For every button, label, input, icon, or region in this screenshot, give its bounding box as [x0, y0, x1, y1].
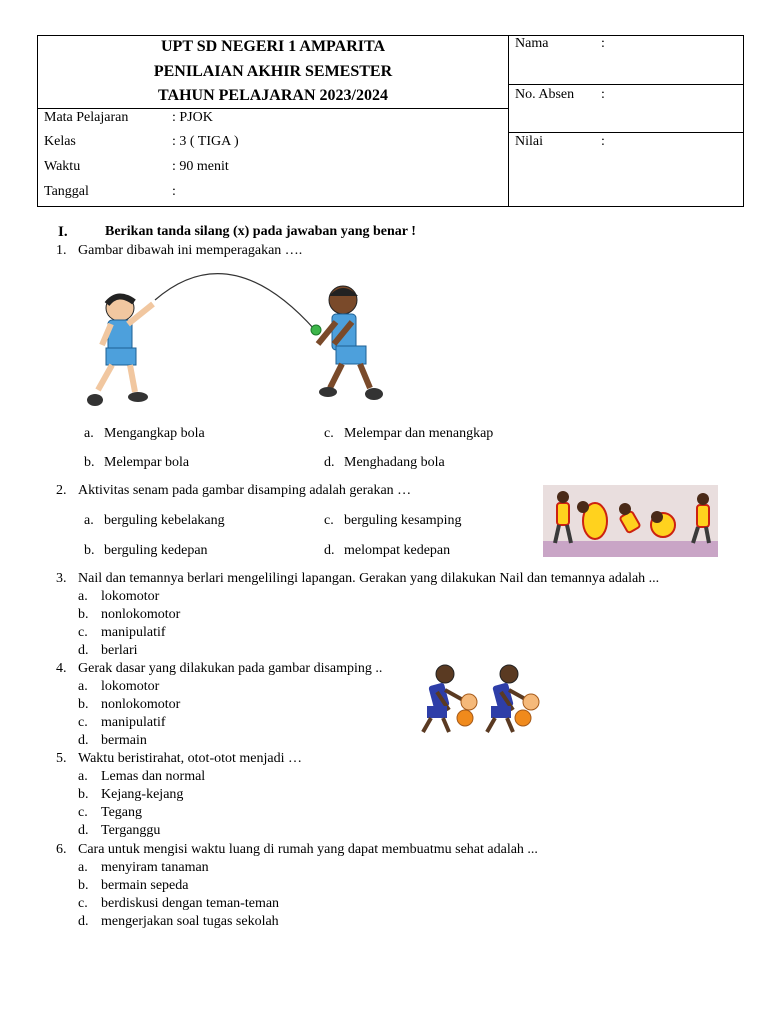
option-text: Melempar dan menangkap	[344, 426, 494, 441]
info-label: Tanggal	[44, 184, 89, 199]
option-letter: d.	[324, 543, 335, 558]
option-letter: c.	[78, 805, 88, 820]
option-letter: d.	[324, 455, 335, 470]
student-divider-2	[508, 132, 744, 133]
option-letter: d.	[78, 643, 89, 658]
student-value: :	[601, 134, 605, 149]
info-value: : 3 ( TIGA )	[172, 134, 239, 149]
option-letter: d.	[78, 914, 89, 929]
question-number: 6.	[56, 842, 67, 857]
student-value: :	[601, 36, 605, 51]
option-letter: c.	[78, 625, 88, 640]
section-roman: I.	[58, 224, 68, 240]
question-text: Nail dan temannya berlari mengelilingi lapangan. Gerakan yang dilakukan Nail dan temannya adalah ...	[78, 571, 660, 586]
option-letter: b.	[84, 455, 95, 470]
option-text: bermain	[101, 733, 147, 748]
rolling-gymnastics-photo	[543, 485, 718, 557]
question-number: 1.	[56, 243, 67, 258]
question-text: Waktu beristirahat, otot-otot menjadi …	[78, 751, 302, 766]
question-number: 3.	[56, 571, 67, 586]
question-text: Cara untuk mengisi waktu luang di rumah yang dapat membuatmu sehat adalah ...	[78, 842, 538, 857]
option-letter: a.	[78, 860, 88, 875]
option-text: mengerjakan soal tugas sekolah	[101, 914, 279, 929]
option-letter: d.	[78, 823, 89, 838]
option-text: bermain sepeda	[101, 878, 189, 893]
option-letter: a.	[78, 679, 88, 694]
option-text: manipulatif	[101, 715, 166, 730]
option-text: Mengangkap bola	[104, 426, 205, 441]
option-text: lokomotor	[101, 589, 160, 604]
option-letter: a.	[78, 589, 88, 604]
question-text: Gambar dibawah ini memperagakan ….	[78, 243, 303, 258]
school-year: TAHUN PELAJARAN 2023/2024	[158, 87, 388, 104]
header-divider-vertical	[508, 35, 509, 207]
option-letter: a.	[84, 426, 94, 441]
student-label: No. Absen	[515, 87, 575, 102]
option-text: nonlokomotor	[101, 697, 181, 712]
question-text: Gerak dasar yang dilakukan pada gambar disamping ..	[78, 661, 383, 676]
option-letter: c.	[78, 896, 88, 911]
question-number: 5.	[56, 751, 67, 766]
option-letter: c.	[324, 426, 334, 441]
header-title-block	[38, 36, 508, 108]
dribbling-boy-figure-1	[423, 665, 477, 732]
student-label: Nilai	[515, 134, 543, 149]
option-text: Kejang-kejang	[101, 787, 184, 802]
option-text: berguling kebelakang	[104, 513, 225, 528]
throw-catch-illustration	[80, 260, 400, 412]
option-text: berguling kesamping	[344, 513, 462, 528]
option-text: berguling kedepan	[104, 543, 208, 558]
option-letter: b.	[78, 697, 89, 712]
catching-boy-figure	[318, 286, 383, 400]
info-value: : 90 menit	[172, 159, 229, 174]
school-name: UPT SD NEGERI 1 AMPARITA	[160, 38, 386, 55]
info-label: Kelas	[44, 134, 76, 149]
option-text: Lemas dan normal	[101, 769, 206, 784]
option-letter: a.	[78, 769, 88, 784]
student-divider-1	[508, 84, 744, 85]
section-instruction: Berikan tanda silang (x) pada jawaban yang benar !	[105, 224, 416, 239]
info-label: Waktu	[44, 159, 81, 174]
header-divider-horizontal	[37, 108, 509, 109]
student-value: :	[601, 87, 605, 102]
option-letter: b.	[84, 543, 95, 558]
dribbling-boy-figure-2	[487, 665, 539, 732]
student-label: Nama	[515, 36, 549, 51]
option-text: menyiram tanaman	[101, 860, 209, 875]
option-letter: d.	[78, 733, 89, 748]
option-letter: b.	[78, 787, 89, 802]
option-text: berlari	[101, 643, 138, 658]
option-letter: b.	[78, 607, 89, 622]
option-text: lokomotor	[101, 679, 160, 694]
option-letter: c.	[324, 513, 334, 528]
option-text: nonlokomotor	[101, 607, 181, 622]
throwing-boy-figure	[87, 295, 153, 406]
info-label: Mata Pelajaran	[44, 110, 129, 125]
option-letter: c.	[78, 715, 88, 730]
info-value: : PJOK	[172, 110, 213, 125]
info-value: :	[172, 184, 176, 199]
option-text: melompat kedepan	[344, 543, 451, 558]
ball-icon	[311, 325, 321, 335]
option-text: Melempar bola	[104, 455, 190, 470]
option-text: Menghadang bola	[344, 455, 445, 470]
question-number: 2.	[56, 483, 67, 498]
option-text: Tegang	[101, 805, 143, 820]
option-text: berdiskusi dengan teman-teman	[101, 896, 280, 911]
question-number: 4.	[56, 661, 67, 676]
option-text: Terganggu	[101, 823, 161, 838]
option-text: manipulatif	[101, 625, 166, 640]
question-text: Aktivitas senam pada gambar disamping adalah gerakan …	[78, 483, 412, 498]
option-letter: a.	[84, 513, 94, 528]
dribbling-illustration	[415, 662, 543, 740]
exam-name: PENILAIAN AKHIR SEMESTER	[153, 63, 393, 80]
option-letter: b.	[78, 878, 89, 893]
